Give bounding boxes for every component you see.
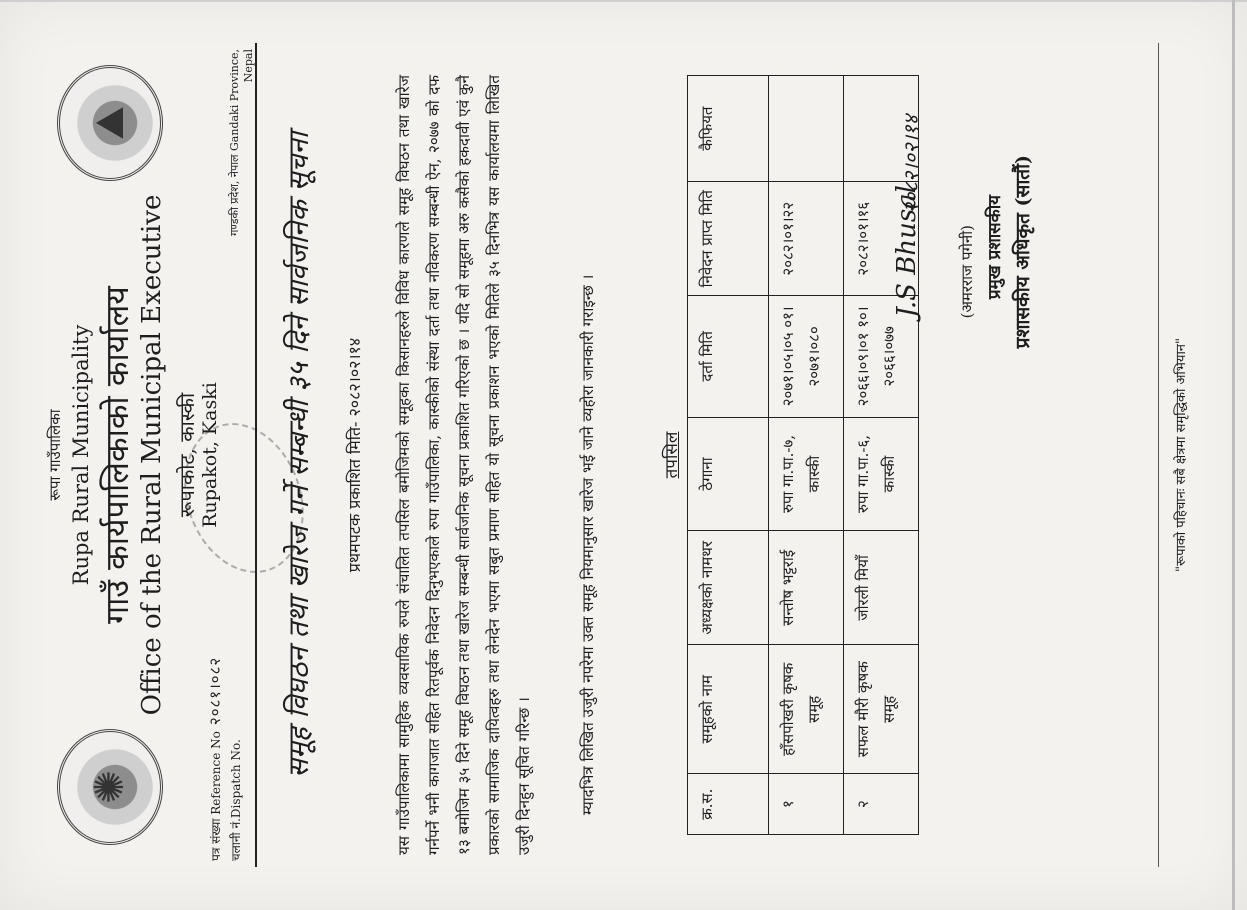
- col-sn: क्र.स.: [688, 774, 769, 835]
- dispatch-label: चलानी नं.Dispatch No.: [229, 739, 243, 861]
- cell-sn: २: [844, 774, 919, 835]
- col-group-name: समूहको नाम: [688, 645, 769, 774]
- publish-date: प्रथमपटक प्रकाशित मिति- २०८२।०२।१४: [345, 337, 364, 573]
- cell-remarks: [769, 76, 844, 182]
- province-text: गण्डकी प्रदेश, नेपाल Gandaki Province, Nepal: [228, 49, 255, 236]
- col-remarks: कैफियत: [688, 76, 769, 182]
- scan-top-edge: [0, 0, 1247, 2]
- cell-group-name: हाँसपोखरी कृषक समूह: [769, 645, 844, 774]
- table-row: [769, 76, 844, 835]
- notice-body-closing: म्यादभित्र लिखित उजुरी नपरेमा उक्त समूह नियमानुसार खारेज भई जाने व्यहोरा जानकारी गराइन्छ ।: [579, 274, 597, 815]
- reference-label: पत्र संख्या Reference No: [209, 731, 223, 861]
- office-en: Office of the Rural Municipal Executive: [137, 194, 167, 716]
- cell-application-date: २०८२।०१।२२: [769, 182, 844, 296]
- cell-registration-date: २०७१।०५।०५ ०१।२०७१।०८०: [769, 296, 844, 417]
- cell-group-name: सफल मौरी कृषक समूह: [844, 645, 919, 774]
- scan-right-edge: [1232, 0, 1235, 910]
- municipality-np-small: रूपा गाउँपालिका: [46, 409, 64, 501]
- reference-block: [205, 657, 246, 861]
- table-header-row: [688, 76, 769, 835]
- rupa-municipality-logo: ⛰: [57, 65, 163, 181]
- cell-registration-date: २०६६।०९।०१ १०।२०६६।०७७: [844, 296, 919, 417]
- address-en: Rupakot, Kaski: [199, 382, 221, 528]
- footer-divider: [1158, 43, 1159, 867]
- signature-date: २०८२।०२।१४: [899, 115, 923, 214]
- col-registration-date: दर्ता मिति: [688, 296, 769, 417]
- office-np: गाउँ कार्यपालिकाको कार्यालय: [98, 286, 136, 624]
- footer-slogan: "रूपाको पहिचानः सबै क्षेत्रमा समृद्धिको अभियान": [1174, 337, 1189, 573]
- nepal-emblem-logo: ✺: [57, 729, 163, 845]
- signature-scribble: J.S Bhusal: [892, 185, 922, 318]
- municipality-en: Rupa Rural Municipality: [69, 324, 93, 586]
- schedule-table: [687, 75, 919, 835]
- cell-address: रुपा गा.पा.-६, कास्की: [844, 417, 919, 531]
- cell-sn: १: [769, 774, 844, 835]
- address-np: रूपाकोट, कास्की: [175, 392, 199, 518]
- col-chairperson: अध्यक्षको नामथर: [688, 531, 769, 645]
- header-divider: [255, 43, 257, 867]
- signatory-name: (अमरराज पगेनी): [958, 225, 976, 319]
- col-application-date: निवेदन प्राप्त मिति: [688, 182, 769, 296]
- cell-chairperson: सन्तोष भट्टराई: [769, 531, 844, 645]
- col-address: ठेगाना: [688, 417, 769, 531]
- signatory-role-line1: प्रमुख प्रशासकीय: [985, 195, 1005, 300]
- letter-page: [37, 35, 1217, 875]
- cell-address: रुपा गा.पा.-७, कास्की: [769, 417, 844, 531]
- schedule-title: तपसिल: [662, 431, 682, 479]
- signatory-role-line2: प्रशासकीय अधिकृत (सातौं): [1012, 155, 1034, 349]
- cell-chairperson: जोरली मियाँ: [844, 531, 919, 645]
- cell-application-date: २०८२।०१।१६: [844, 182, 919, 296]
- notice-body: यस गाउँपालिकामा सामुहिक व्यवसायिक रुपले संचालित तपसिल बमोजिमको समूहका किसानहरुले विविध कारणले समूह विघठन तथा खारेज गर्नपर्ने भनी कागजात सहित रितपूर्वक निवेदन दिनुभएकाले रुपा गाउँपालिका, कास्कीको संस्था दर्ता तथा नविकरण सम्बन्धी ऐन, २०७७ को दफ १३ बमोजिम ३५ दिने समूह विघठन तथा खारेज सम्बन्धी सार्वजनिक सूचना प्रकाशित गरिएको छ । यदि सो समूहमा अरु कसैको हकदावी एवं कुनै प्रकारको सामाजिक दायित्वहरु तथा लेनदेन भएमा सबुत प्रमाण सहित यो सूचना प्रकाशन भएको मितिले ३५ दिनभित्र यस कार्यालयमा लिखित उजुरी दिनहुन सूचित गरिन्छ ।: [395, 75, 533, 855]
- reference-number: २०८१।०८२: [206, 656, 224, 726]
- notice-title: समूह विघठन तथा खारेज गर्ने सम्बन्धी ३५ दिने सार्वजनिक सूचना: [282, 132, 315, 778]
